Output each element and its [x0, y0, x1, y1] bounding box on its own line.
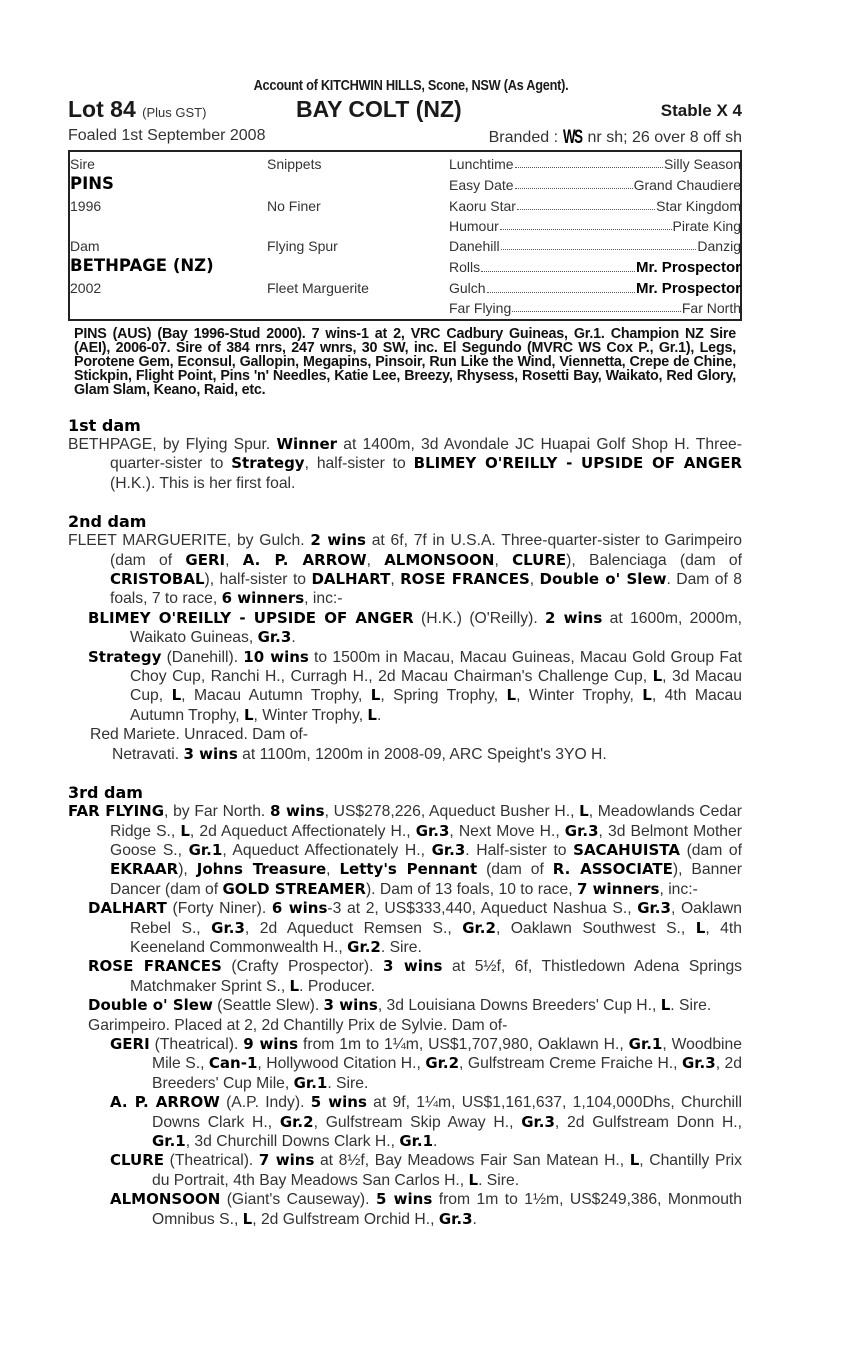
sire-summary: PINS (AUS) (Bay 1996-Stud 2000). 7 wins-1 at 2, VRC Cadbury Guineas, Gr.1. Champion NZ Sire (AEI), 2006-07. Sire of 384 rnrs, 247 wnrs, 30 SW, inc. El Segundo (MVRC WS Cox P., Gr.1), Legs, Porotene Gem, Econsul, Gallopin, Megapins, Pinsoir, Run Like the Wind, Viennetta, Crepe de Chine, Stickpin, Flight Point, Pins 'n' Needles, Katie Lee, Breezy, Rhysess, Rosetti Bay, Waikato, Red Glory, Glam Slam, Keano, Raid, etc.: [74, 326, 736, 398]
pedigree-table: [68, 150, 742, 321]
pedigree-entry: BLIMEY O'REILLY - UPSIDE OF ANGER (H.K.) (O'Reilly). 2 wins at 1600m, 2000m, Waikato Guineas, Gr.3.: [88, 608, 742, 647]
pedigree-entry: Red Mariete. Unraced. Dam of-: [90, 726, 308, 744]
dam-year: 2002: [70, 280, 102, 296]
gg-right: Grand Chaudiere: [633, 177, 741, 193]
gg-right: Star Kingdom: [656, 198, 741, 214]
third-dam-heading: 3rd dam: [68, 783, 143, 803]
sire-label: Sire: [70, 156, 95, 172]
gg-left: Kaoru Star: [449, 198, 516, 214]
gg-left: Far Flying: [449, 300, 512, 316]
pedigree-entry: Garimpeiro. Placed at 2, 2d Chantilly Prix de Sylvie. Dam of-: [88, 1016, 508, 1034]
pedigree-entry: Netravati. 3 wins at 1100m, 1200m in 2008-09, ARC Speight's 3YO H.: [112, 744, 607, 763]
gg-left: Gulch: [449, 280, 486, 296]
gg-right: Mr. Prospector: [635, 259, 741, 276]
branded-label: Branded :: [488, 129, 559, 146]
great-grandparent-row: [449, 238, 741, 254]
pedigree-entry: DALHART (Forty Niner). 6 wins-3 at 2, US$333,440, Aqueduct Nashua S., Gr.3, Oaklawn Rebel S., Gr.3, 2d Aqueduct Remsen S., Gr.2, Oaklawn Southwest S., L, 4th Keeneland Commonwealth H., Gr.2. Sire.: [88, 899, 742, 956]
catalogue-page: [68, 78, 742, 1229]
brand-mark-icon: WS: [563, 127, 583, 148]
third-dam-entries: [68, 802, 742, 1229]
gg-right: Far North: [681, 300, 741, 316]
branding: [489, 127, 742, 149]
first-dam-text: BETHPAGE, by Flying Spur. Winner at 1400m, 3d Avondale JC Huapai Golf Shop H. Three-quarter-sister to Strategy, half-sister to BLIMEY O'REILLY - UPSIDE OF ANGER (H.K.). This is her first foal.: [68, 435, 743, 492]
pedigree-entry: FLEET MARGUERITE, by Gulch. 2 wins at 6f, 7f in U.S.A. Three-quarter-sister to Garimpeiro (dam of GERI, A. P. ARROW, ALMONSOON, CLURE), Balenciaga (dam of CRISTOBAL), half-sister to DALHART, ROSE FRANCES, Double o' Slew. Dam of 8 foals, 7 to race, 6 winners, inc:-: [68, 531, 742, 608]
lot-label: Lot 84: [68, 96, 136, 122]
great-grandparent-row: [449, 177, 741, 193]
gst-note: (Plus GST): [142, 105, 207, 120]
great-grandparent-row: [449, 156, 741, 172]
dam-dam: Fleet Marguerite: [267, 280, 369, 296]
foaled-line: [68, 124, 742, 146]
dam-name: BETHPAGE (NZ): [70, 256, 214, 275]
gg-left: Easy Date: [449, 177, 514, 193]
gg-left: Humour: [449, 218, 499, 234]
great-grandparent-row: [449, 218, 741, 234]
gg-right: Mr. Prospector: [635, 280, 741, 297]
gg-right: Danzig: [697, 238, 741, 254]
first-dam-heading: 1st dam: [68, 416, 141, 435]
pedigree-entry: Strategy (Danehill). 10 wins to 1500m in Macau, Macau Guineas, Macau Gold Group Fat Choy Cup, Ranchi H., Curragh H., 2d Macau Chairman's Challenge Cup, L, 3d Macau Cup, L, Macau Autumn Trophy, L, Spring Trophy, L, Winter Trophy, L, 4th Macau Autumn Trophy, L, Winter Trophy, L.: [88, 647, 743, 724]
great-grandparent-row: [449, 259, 741, 276]
great-grandparent-row: [449, 300, 741, 316]
sire-name: PINS: [70, 174, 114, 193]
pedigree-entry: ROSE FRANCES (Crafty Prospector). 3 wins at 5½f, 6f, Thistledown Adena Springs Matchmaker Sprint S., L. Producer.: [88, 957, 743, 995]
sire-sire: Snippets: [267, 156, 322, 172]
pedigree-entry: GERI (Theatrical). 9 wins from 1m to 1¼m, US$1,707,980, Oaklawn H., Gr.1, Woodbine Mile S., Can-1, Hollywood Citation H., Gr.2, Gulfstream Creme Fraiche H., Gr.3, 2d Breeders' Cup Mile, Gr.1. Sire.: [110, 1034, 742, 1092]
vendor-account: Account of KITCHWIN HILLS, Scone, NSW (As Agent).: [253, 78, 569, 94]
horse-title: BAY COLT (NZ): [296, 96, 462, 122]
gg-left: Rolls: [449, 259, 481, 275]
sire-year: 1996: [70, 198, 102, 214]
pedigree-entry: Double o' Slew (Seattle Slew). 3 wins, 3d Louisiana Downs Breeders' Cup H., L. Sire.: [88, 996, 712, 1015]
dam-sire: Flying Spur: [267, 238, 338, 254]
branded-text: nr sh; 26 over 8 off sh: [587, 129, 742, 146]
great-grandparent-row: [449, 280, 741, 297]
second-dam-entries: [68, 531, 742, 764]
great-grandparent-row: [449, 198, 741, 214]
gg-right: Silly Season: [663, 156, 741, 172]
stable-location: Stable X 4: [660, 101, 742, 120]
lot-number: [68, 96, 206, 123]
foaled-date: Foaled 1st September 2008: [68, 127, 266, 144]
second-dam-heading: 2nd dam: [68, 512, 147, 532]
pedigree-entry: ALMONSOON (Giant's Causeway). 5 wins from 1m to 1½m, US$249,386, Monmouth Omnibus S., L, 2d Gulfstream Orchid H., Gr.3.: [110, 1190, 743, 1228]
gg-left: Danehill: [449, 238, 500, 254]
pedigree-entry: FAR FLYING, by Far North. 8 wins, US$278,226, Aqueduct Busher H., L, Meadowlands Cedar Ridge S., L, 2d Aqueduct Affectionately H., Gr.3, Next Move H., Gr.3, 3d Belmont Mother Goose S., Gr.1, Aqueduct Affectionately H., Gr.3. Half-sister to SACAHUISTA (dam of EKRAAR), Johns Treasure, Letty's Pennant (dam of R. ASSOCIATE), Banner Dancer (dam of GOLD STREAMER). Dam of 13 foals, 10 to race, 7 winners, inc:-: [68, 802, 743, 898]
gg-right: Pirate King: [672, 218, 741, 234]
pedigree-entry: CLURE (Theatrical). 7 wins at 8½f, Bay Meadows Fair San Matean H., L, Chantilly Prix du Portrait, 4th Bay Meadows San Carlos H., L. Sire.: [110, 1151, 743, 1189]
gg-left: Lunchtime: [449, 156, 514, 172]
pedigree-entry: A. P. ARROW (A.P. Indy). 5 wins at 9f, 1¼m, US$1,161,637, 1,104,000Dhs, Churchill Downs Clark H., Gr.2, Gulfstream Skip Away H., Gr.3, 2d Gulfstream Donn H., Gr.1, 3d Churchill Downs Clark H., Gr.1.: [110, 1093, 743, 1150]
dam-label: Dam: [70, 238, 100, 254]
lot-line: [68, 96, 742, 124]
sire-dam: No Finer: [267, 198, 321, 214]
